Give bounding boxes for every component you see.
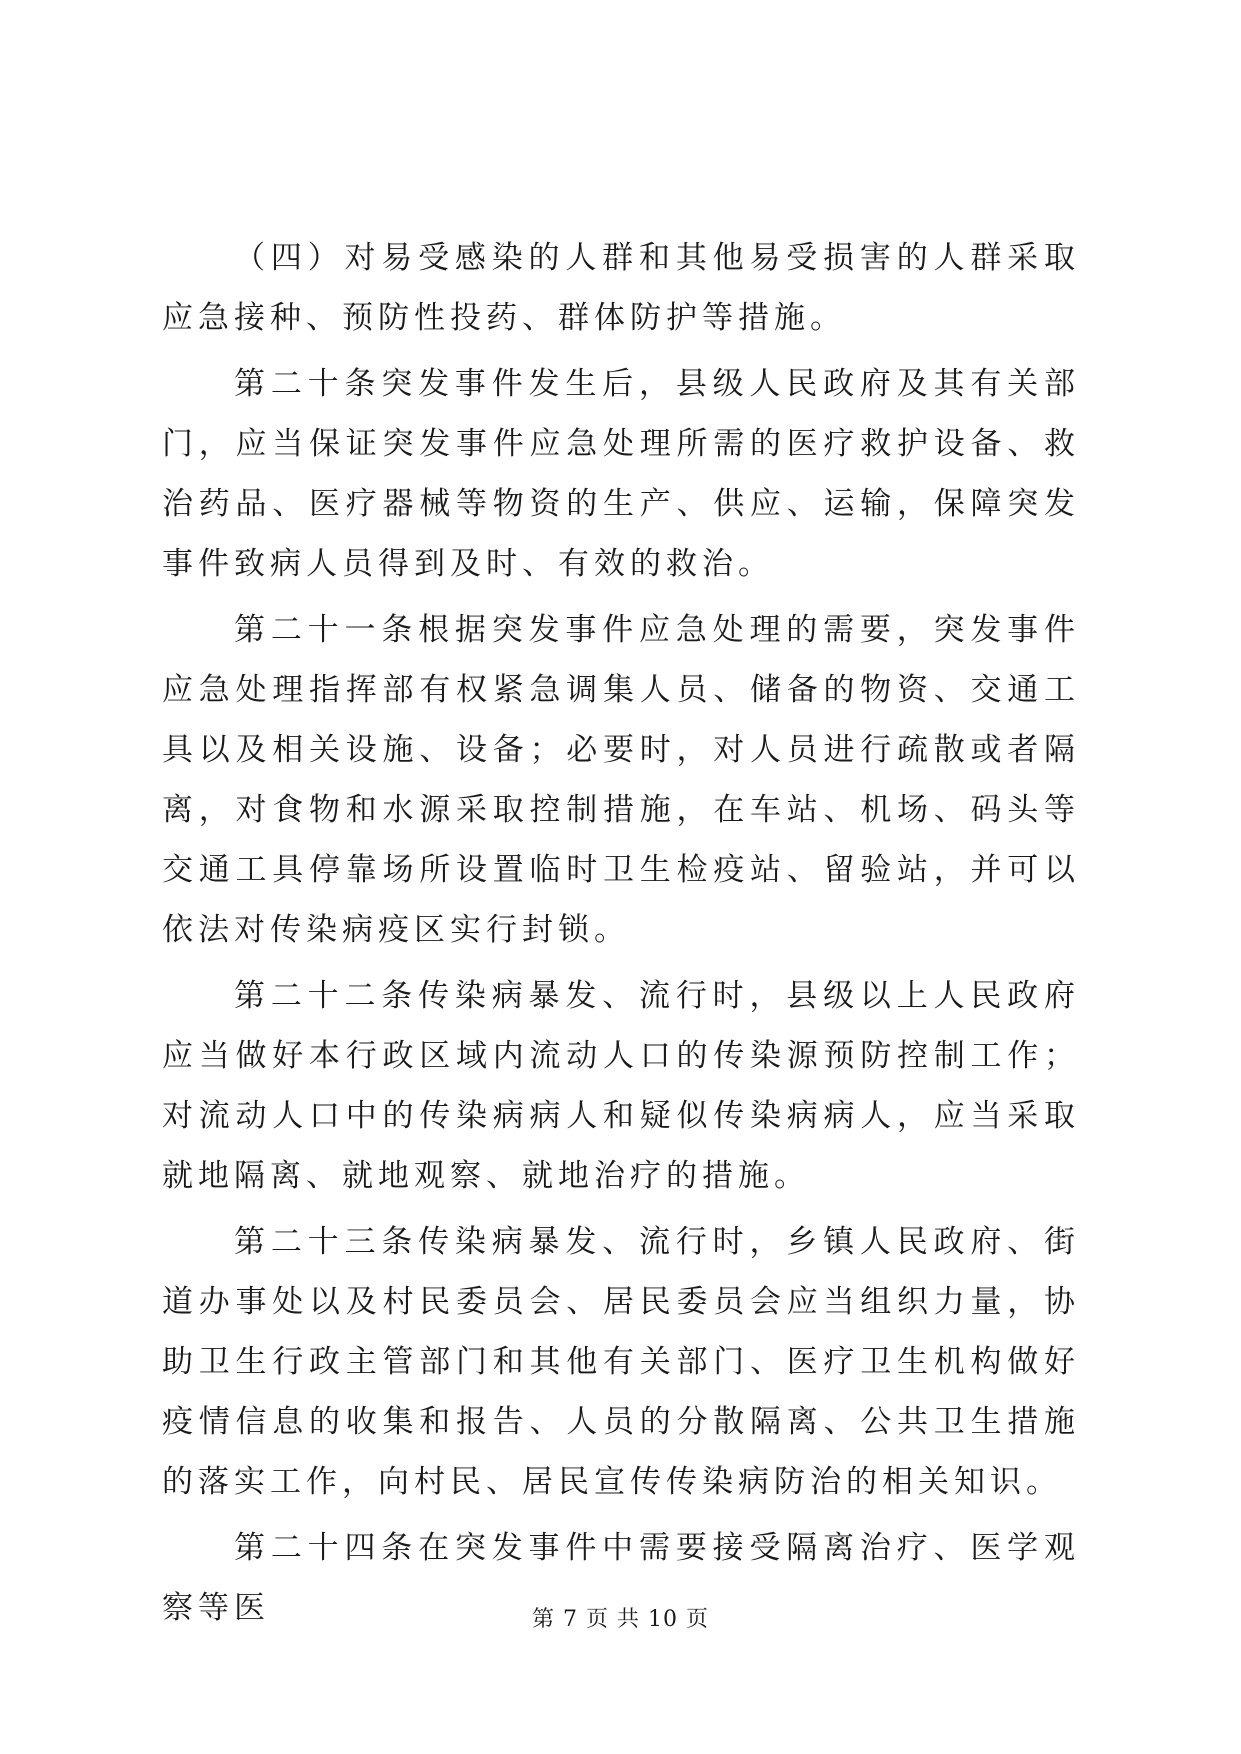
paragraph-article-22: 第二十二条传染病暴发、流行时，县级以上人民政府应当做好本行政区域内流动人口的传染源预防控制工作；对流动人口中的传染病病人和疑似传染病病人，应当采取就地隔离、就地观察、就地治疗的措施。	[162, 978, 1080, 1194]
paragraph-article-20: 第二十条突发事件发生后，县级人民政府及其有关部门，应当保证突发事件应急处理所需的医疗救护设备、救治药品、医疗器械等物资的生产、供应、运输，保障突发事件致病人员得到及时、有效的救治。	[162, 366, 1080, 582]
document-body	[162, 228, 1080, 1638]
paragraph-article-24: 第二十四条在突发事件中需要接受隔离治疗、医学观察等医	[162, 1530, 1080, 1626]
paragraph-item-4-measures: （四）对易受感染的人群和其他易受损害的人群采取应急接种、预防性投药、群体防护等措施。	[162, 240, 1080, 336]
paragraph-article-21: 第二十一条根据突发事件应急处理的需要，突发事件应急处理指挥部有权紧急调集人员、储备的物资、交通工具以及相关设施、设备；必要时，对人员进行疏散或者隔离，对食物和水源采取控制措施，在车站、机场、码头等交通工具停靠场所设置临时卫生检疫站、留验站，并可以依法对传染病疫区实行封锁。	[162, 612, 1080, 948]
paragraph-article-23: 第二十三条传染病暴发、流行时，乡镇人民政府、街道办事处以及村民委员会、居民委员会应当组织力量，协助卫生行政主管部门和其他有关部门、医疗卫生机构做好疫情信息的收集和报告、人员的分散隔离、公共卫生措施的落实工作，向村民、居民宣传传染病防治的相关知识。	[162, 1224, 1080, 1500]
page-number-footer: 第 7 页 共 10 页	[532, 1607, 709, 1632]
